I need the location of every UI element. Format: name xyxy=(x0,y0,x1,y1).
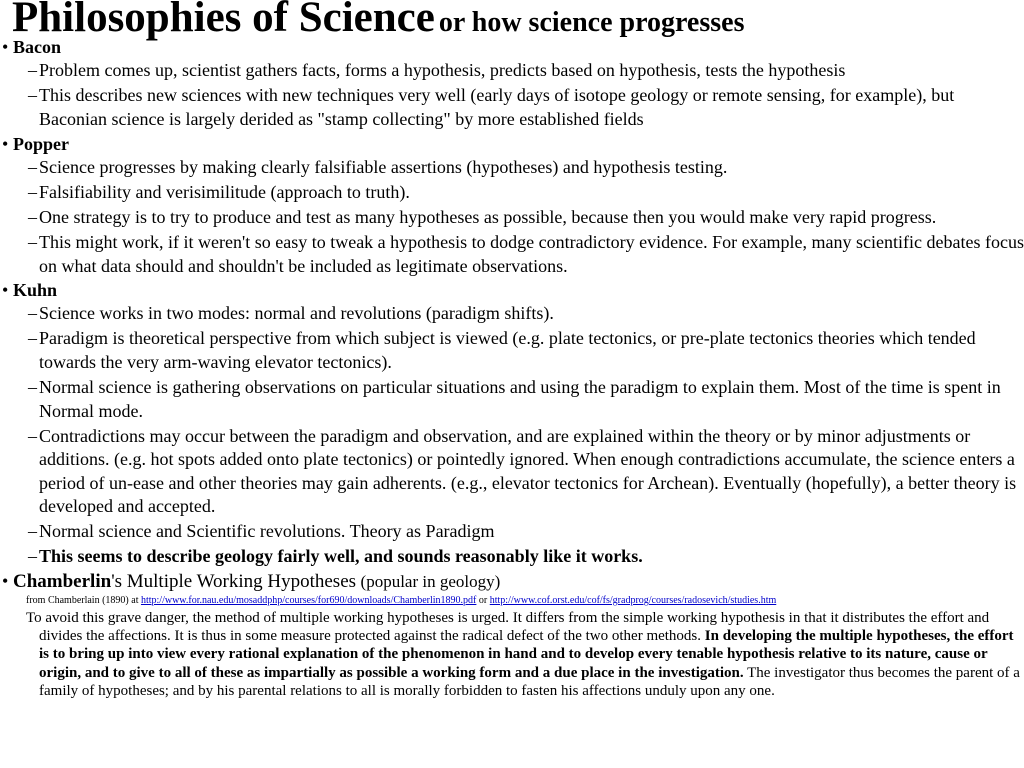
sub-bullet: – This describes new sciences with new techniques very well (early days of isotope geology or remote sensing, for example), but Baconian science is largely derided as "stamp collecting" by more established fields xyxy=(28,85,955,129)
sub-bullet: – Normal science and Scientific revolutions. Theory as Paradigm xyxy=(28,521,495,542)
sub-bullet: – Science works in two modes: normal and revolutions (paradigm shifts). xyxy=(28,303,554,324)
sub-bullet: – Science progresses by making clearly falsifiable assertions (hypotheses) and hypothesis testing. xyxy=(28,156,728,177)
sub-bullet: – Contradictions may occur between the paradigm and observation, and are explained within the theory or by minor adjustments or additions. (e.g. hot spots added onto plate tectonics) or pointedly ignored. When enough contradictions accumulate, the science enters a period of un-ease and other theories may gain adherents. (e.g., elevator tectonics for Archean). Eventually (hopefully), a better theory is developed and accepted. xyxy=(28,425,1017,517)
bullet-bacon xyxy=(0,36,1024,58)
title-main: Philosophies of Science xyxy=(12,0,435,41)
heading-popper: Popper xyxy=(13,133,69,154)
sub-bullet: – This might work, if it weren't so easy to tweak a hypothesis to dodge contradictory evidence. For example, many scientific debates focus on what data should and shouldn't be included as legitimate observations. xyxy=(28,231,1024,276)
title-subtitle: or how science progresses xyxy=(438,7,745,38)
slide-title xyxy=(12,0,744,39)
sub-bullet: – Normal science is gathering observations on particular situations and using the paradigm to explain them. Most of the time is spent in Normal mode. xyxy=(28,377,1001,421)
source-citation: from Chamberlain (1890) at http://www.for.nau.edu/mosaddphp/courses/for690/downloads/Chamberlin1890.pdf or http://www.cof.orst.edu/cof/fs/gradprog/courses/radosevich/studies.htm xyxy=(26,594,777,606)
sub-bullet: – One strategy is to try to produce and test as many hypotheses as possible, because then you would make very rapid progress. xyxy=(28,206,937,227)
heading-chamberlin: Chamberlin xyxy=(13,570,112,592)
chamberlin-quote: To avoid this grave danger, the method of multiple working hypotheses is urged. It differs from the simple working hypothesis in that it distributes the effort and divides the affections. It is thus in some measure protected against the radical defect of the two other methods. In developing the multiple hypotheses, the effort is to bring up into view every rational explanation of the phenomenon in hand and to develop every tenable hypothesis relative to its nature, cause or origin, and to give to all of these as impartially as possible a working form and a due place in the investigation. The investigator thus becomes the parent of a family of hypotheses; and by his parental relations to all is morally forbidden to fasten his affections unduly upon any one. xyxy=(26,609,1020,699)
bullet-popper xyxy=(0,133,1024,155)
slide-content xyxy=(0,36,1024,700)
link-radosevich-studies[interactable]: http://www.cof.orst.edu/cof/fs/gradprog/courses/radosevich/studies.htm xyxy=(489,594,777,606)
bullet-kuhn xyxy=(0,279,1024,301)
sub-bullet-emphasis: – This seems to describe geology fairly well, and sounds reasonably like it works. xyxy=(28,546,643,567)
chamberlin-note: (popular in geology) xyxy=(360,571,501,591)
heading-kuhn: Kuhn xyxy=(13,280,58,301)
sub-bullet: – Falsifiability and verisimilitude (approach to truth). xyxy=(28,181,410,202)
sub-bullet: – Paradigm is theoretical perspective from which subject is viewed (e.g. plate tectonics, or pre-plate tectonics theories which tended towards the very arm-waving elevator tectonics). xyxy=(28,328,976,373)
sub-bullet: – Problem comes up, scientist gathers facts, forms a hypothesis, predicts based on hypothesis, tests the hypothesis xyxy=(28,60,846,81)
link-chamberlin-pdf[interactable]: http://www.for.nau.edu/mosaddphp/courses/for690/downloads/Chamberlin1890.pdf xyxy=(140,594,477,606)
heading-bacon: Bacon xyxy=(13,37,62,57)
bullet-chamberlin: • Chamberlin's Multiple Working Hypotheses (popular in geology) xyxy=(0,570,1024,593)
